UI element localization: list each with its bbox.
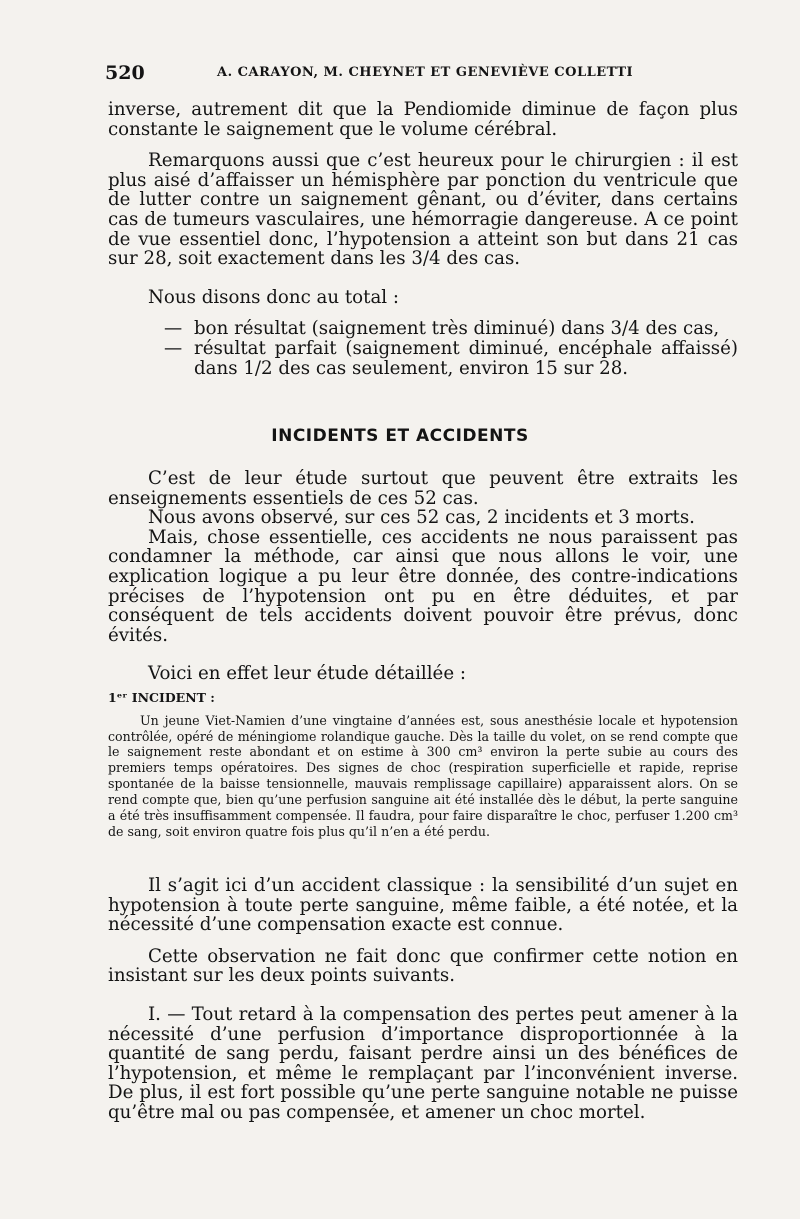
paragraph: Nous disons donc au total :	[148, 286, 400, 308]
summary-list	[108, 319, 738, 378]
list-item	[164, 319, 738, 339]
text-block-bottom	[108, 876, 738, 1123]
list-item-text: bon résultat (saignement très diminué) dans 3/4 des cas,	[194, 318, 720, 340]
incident-heading: 1ᵉʳ INCIDENT :	[108, 690, 215, 705]
paragraph: Nous avons observé, sur ces 52 cas, 2 incidents et 3 morts.	[148, 507, 695, 529]
paragraph: Il s’agit ici d’un accident classique : la sensibilité d’un sujet en hypotension à toute perte sanguine, même faible, a été notée, et la nécessité d’une compensation exacte est connue.	[108, 875, 738, 936]
paragraph: Voici en effet leur étude détaillée :	[148, 663, 466, 685]
list-dash: —	[164, 318, 183, 340]
list-dash: —	[164, 337, 183, 359]
page-number: 520	[105, 62, 145, 84]
paragraph: Cette observation ne fait donc que confirmer cette notion en insistant sur les deux points suivants.	[108, 945, 738, 987]
paragraph: Remarquons aussi que c’est heureux pour le chirurgien : il est plus aisé d’affaisser un hémisphère par ponction du ventricule que de lutter contre un saignement gênant, ou d’éviter, dans certains cas de tumeurs vasculaires, une hémorragie dangereuse. A ce point de vue essentiel donc, l’hypotension a atteint son but dans 21 cas sur 28, soit exactement dans les 3/4 des cas.	[108, 150, 738, 270]
incident-text: Un jeune Viet-Namien d’une vingtaine d’années est, sous anesthésie locale et hypotension contrôlée, opéré de méningiome rolandique gauche. Dès la taille du volet, on se rend compte que le saignement reste abondant et on estime à 300 cm³ environ la perte subie au cours des premiers temps opératoires. Des signes de choc (respiration superficielle et rapide, reprise spontanée de la baisse tensionnelle, mauvais remplissage capillaire) apparaissent alors. On se rend compte que, bien qu’une perfusion sanguine ait été installée dès le début, la perte sanguine a été très insuffisamment compensée. Il faudra, pour faire disparaître le choc, perfuser 1.200 cm³ de sang, soit environ quatre fois plus qu’il n’en a été perdu.	[108, 712, 738, 839]
paragraph: C’est de leur étude surtout que peuvent être extraits les enseignements essentiels de ces 52 cas.	[108, 468, 738, 509]
list-item	[164, 339, 738, 378]
paragraph: I. — Tout retard à la compensation des pertes peut amener à la nécessité d’une perfusion d’importance disproportionnée à la quantité de sang perdu, faisant perdre ainsi un des bénéfices de l’hypotension, et même le remplaçant par l’inconvénient inverse. De plus, il est fort possible qu’une perte sanguine notable ne puisse qu’être mal ou pas compensée, et amener un choc mortel.	[108, 1003, 738, 1123]
list-item-text: résultat parfait (saignement diminué, encéphale affaissé) dans 1/2 des cas seulement, environ 15 sur 28.	[194, 337, 738, 379]
page-header	[105, 62, 634, 86]
section-title: INCIDENTS ET ACCIDENTS	[271, 426, 529, 446]
text-block-mid	[108, 469, 738, 684]
paragraph: inverse, autrement dit que la Pendiomide diminue de façon plus constante le saignement que le volume cérébral.	[108, 99, 738, 140]
running-head: A. CARAYON, M. CHEYNET ET GENEVIÈVE COLLETTI	[217, 65, 634, 80]
text-block-top	[108, 100, 738, 378]
incident-block	[108, 688, 738, 840]
paragraph: Mais, chose essentielle, ces accidents ne nous paraissent pas condamner la méthode, car ainsi que nous allons le voir, une explication logique a pu leur être donnée, des contre-indications précises de l’hypotension ont pu en être déduites, et par conséquent de tels accidents doivent pouvoir être prévus, donc évités.	[108, 526, 738, 646]
